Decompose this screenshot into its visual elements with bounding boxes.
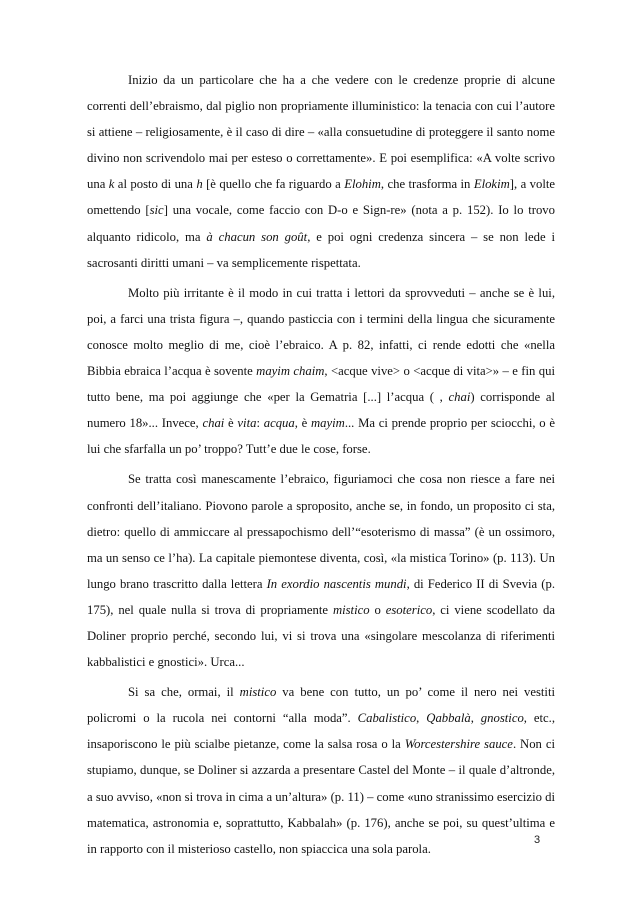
- italic-run: Elokim: [473, 177, 510, 192]
- italic-run: Qabbalà: [426, 711, 471, 726]
- italic-run: h: [196, 177, 203, 192]
- italic-run: Worcestershire sauce: [404, 737, 513, 752]
- text-run: Molto più irritante è il modo in cui tratta i lettori da sprovveduti – anche se è lui, poi, a farci una trista figura –, quando pasticcia con i termini della lingua che sicuramente conosce molto meglio di me, cioè l’ebraico. A p. 82, infatti, ci rende edotti che «nella Bibbia ebraica l’acqua è sovente: [87, 285, 555, 379]
- paragraph: [87, 679, 555, 862]
- text-run: ) corrisponde al numero 18»... Invece,: [87, 390, 555, 431]
- text-run: , etc., insaporiscono le più scialbe pietanze, come la salsa rosa o la: [87, 711, 556, 752]
- text-run: Inizio da un particolare che ha a che vedere con le credenze proprie di alcune correnti dell’ebraismo, dal piglio non propriamente illuministico: la tenacia con cui l’autore si attiene – religiosamente, è il caso di dire – «alla consuetudine di proteggere il santo nome divino non scrivendolo mai per esteso o correttamente». E poi esemplifica: «A volte scrivo una: [87, 73, 555, 192]
- italic-run: mistico: [239, 685, 277, 700]
- paragraph: [87, 280, 555, 463]
- italic-run: acqua: [263, 416, 295, 431]
- paragraph: [87, 67, 555, 276]
- text-run: , <acque vive> o <acque di vita>» – e fin qui tutto bene, ma poi aggiunge che «per la Gematria [...] l’acqua ( ,: [87, 364, 555, 405]
- text-run: ... Ma ci prende proprio per sciocchi, o è lui che sfarfalla un po’ troppo? Tutt’e due le cose, forse.: [87, 416, 556, 457]
- italic-run: mistico: [332, 602, 370, 617]
- italic-run: vita: [237, 416, 257, 431]
- italic-run: mayim: [311, 416, 345, 431]
- text-run: ] una vocale, come faccio con D-o e Sign-re» (nota a p. 152). Io lo trovo alquanto ridicolo, ma: [87, 203, 555, 244]
- text-run: , ci viene scodellato da Doliner proprio perché, secondo lui, vi si trova una «singolare mescolanza di riferimenti kabbalistici e gnostici». Urca...: [87, 602, 556, 670]
- text-run: :: [256, 416, 264, 431]
- paragraph: [87, 466, 555, 675]
- italic-run: chai: [448, 390, 471, 405]
- italic-run: sic: [149, 203, 164, 218]
- text-run: ,: [470, 711, 481, 726]
- text-run: , di Federico II di Svevia (p. 175), nel quale nulla si trova di propriamente: [87, 576, 555, 617]
- italic-run: Elohim: [344, 177, 381, 192]
- text-run: Se tratta così manescamente l’ebraico, figuriamoci che cosa non riesce a fare nei confronti dell’italiano. Piovono parole a sproposito, anche se, in fondo, un proposito ci sta, dietro: quello di ammiccare al pressapochismo dell’“esoterismo di massa” (è un ossimoro, ma un senso ce l’ha). La capitale piemontese diventa, così, «la mistica Torino» (p. 113). Un lungo brano trascritto dalla lettera: [87, 472, 555, 591]
- body-text: [87, 67, 555, 866]
- text-run: . Non ci stupiamo, dunque, se Doliner si azzarda a presentare Castel del Monte – il quale d’altronde, a suo avviso, «non si trova in cima a un’altura» (p. 11) – come «uno stranissimo esercizio di matematica, astronomia e, soprattutto, Kabbalah» (p. 176), anche se poi, su quest’ultima e in rapporto con il misterioso castello, non spiaccica una sola parola.: [87, 737, 555, 856]
- italic-run: In exordio nascentis mundi: [266, 576, 407, 591]
- text-run: , e poi ogni credenza sincera – se non lede i sacrosanti diritti umani – va semplicemente rispettata.: [87, 229, 555, 270]
- text-run: ,: [416, 711, 427, 726]
- italic-run: mayim chaim: [256, 364, 325, 379]
- text-run: al posto di una: [114, 177, 197, 192]
- page-number: 3: [534, 834, 541, 846]
- italic-run: chai: [202, 416, 225, 431]
- text-run: o: [369, 602, 386, 617]
- text-run: , è: [294, 416, 311, 431]
- italic-run: gnostico: [480, 711, 524, 726]
- italic-run: Cabalistico: [357, 711, 417, 726]
- text-run: ], a volte omettendo [: [87, 177, 555, 218]
- text-run: va bene con tutto, un po’ come il nero nei vestiti policromi o la rucola nei contorni “alla moda”.: [87, 685, 556, 726]
- text-run: Si sa che, ormai, il: [128, 685, 240, 700]
- text-run: , che trasforma in: [380, 177, 474, 192]
- text-run: [è quello che fa riguardo a: [202, 177, 345, 192]
- italic-run: à chacun son goût: [206, 229, 308, 244]
- italic-run: k: [108, 177, 115, 192]
- text-run: è: [224, 416, 238, 431]
- italic-run: esoterico: [385, 602, 433, 617]
